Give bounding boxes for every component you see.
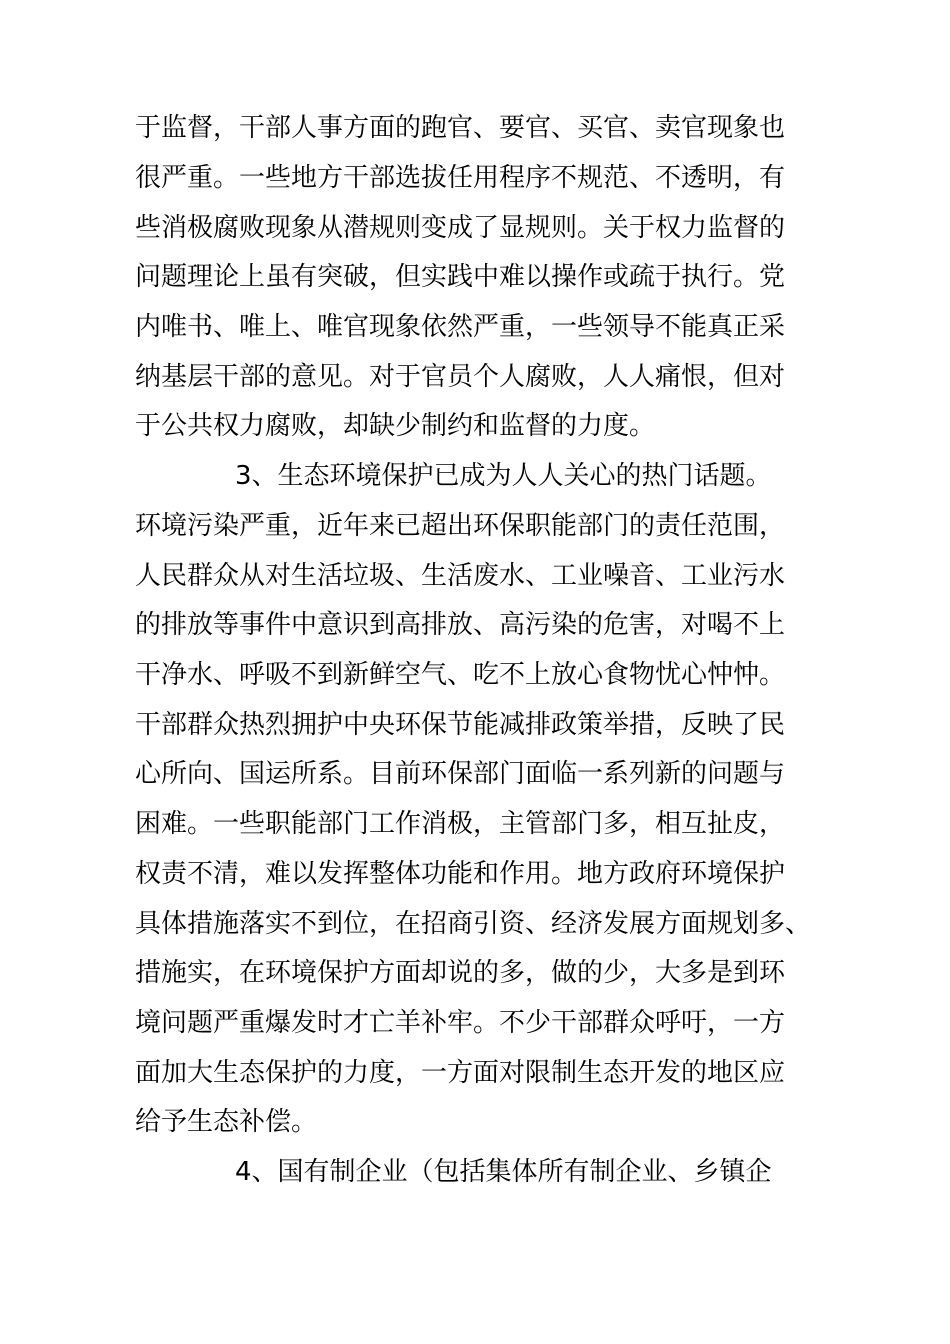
text-line: 干净水、呼吸不到新鲜空气、吃不上放心食物忧心忡忡。 <box>135 660 786 690</box>
text-line: 环境污染严重，近年来已超出环保职能部门的责任范围， <box>135 511 786 541</box>
text-line: 境问题严重爆发时才亡羊补牢。不少干部群众呼吁，一方 <box>135 1008 786 1038</box>
section-heading-4: 4、国有制企业（包括集体所有制企业、乡镇企 <box>235 1157 772 1187</box>
text-line: 具体措施落实不到位，在招商引资、经济发展方面规划多、 <box>135 909 812 939</box>
text-line: 问题理论上虽有突破，但实践中难以操作或疏于执行。党 <box>135 262 786 292</box>
text-line: 给予生态补偿。 <box>135 1107 318 1137</box>
text-line: 权责不清，难以发挥整体功能和作用。地方政府环境保护 <box>135 859 786 889</box>
text-line: 于公共权力腐败，却缺少制约和监督的力度。 <box>135 411 656 441</box>
text-line: 的排放等事件中意识到高排放、高污染的危害，对喝不上 <box>135 610 786 640</box>
text-line: 措施实，在环境保护方面却说的多，做的少，大多是到环 <box>135 958 786 988</box>
text-line: 困难。一些职能部门工作消极，主管部门多，相互扯皮， <box>135 809 786 839</box>
text-line: 于监督，干部人事方面的跑官、要官、买官、卖官现象也 <box>135 113 786 143</box>
text-line: 人民群众从对生活垃圾、生活废水、工业噪音、工业污水 <box>135 561 786 591</box>
text-line: 内唯书、唯上、唯官现象依然严重，一些领导不能真正采 <box>135 312 786 342</box>
text-line: 面加大生态保护的力度，一方面对限制生态开发的地区应 <box>135 1058 786 1088</box>
text-line: 干部群众热烈拥护中央环保节能减排政策举措，反映了民 <box>135 710 786 740</box>
text-line: 很严重。一些地方干部选拔任用程序不规范、不透明，有 <box>135 163 786 193</box>
text-line: 心所向、国运所系。目前环保部门面临一系列新的问题与 <box>135 759 786 789</box>
section-heading-3: 3、生态环境保护已成为人人关心的热门话题。 <box>235 461 772 491</box>
text-line: 纳基层干部的意见。对于官员个人腐败，人人痛恨，但对 <box>135 362 786 392</box>
text-line: 些消极腐败现象从潜规则变成了显规则。关于权力监督的 <box>135 213 786 243</box>
